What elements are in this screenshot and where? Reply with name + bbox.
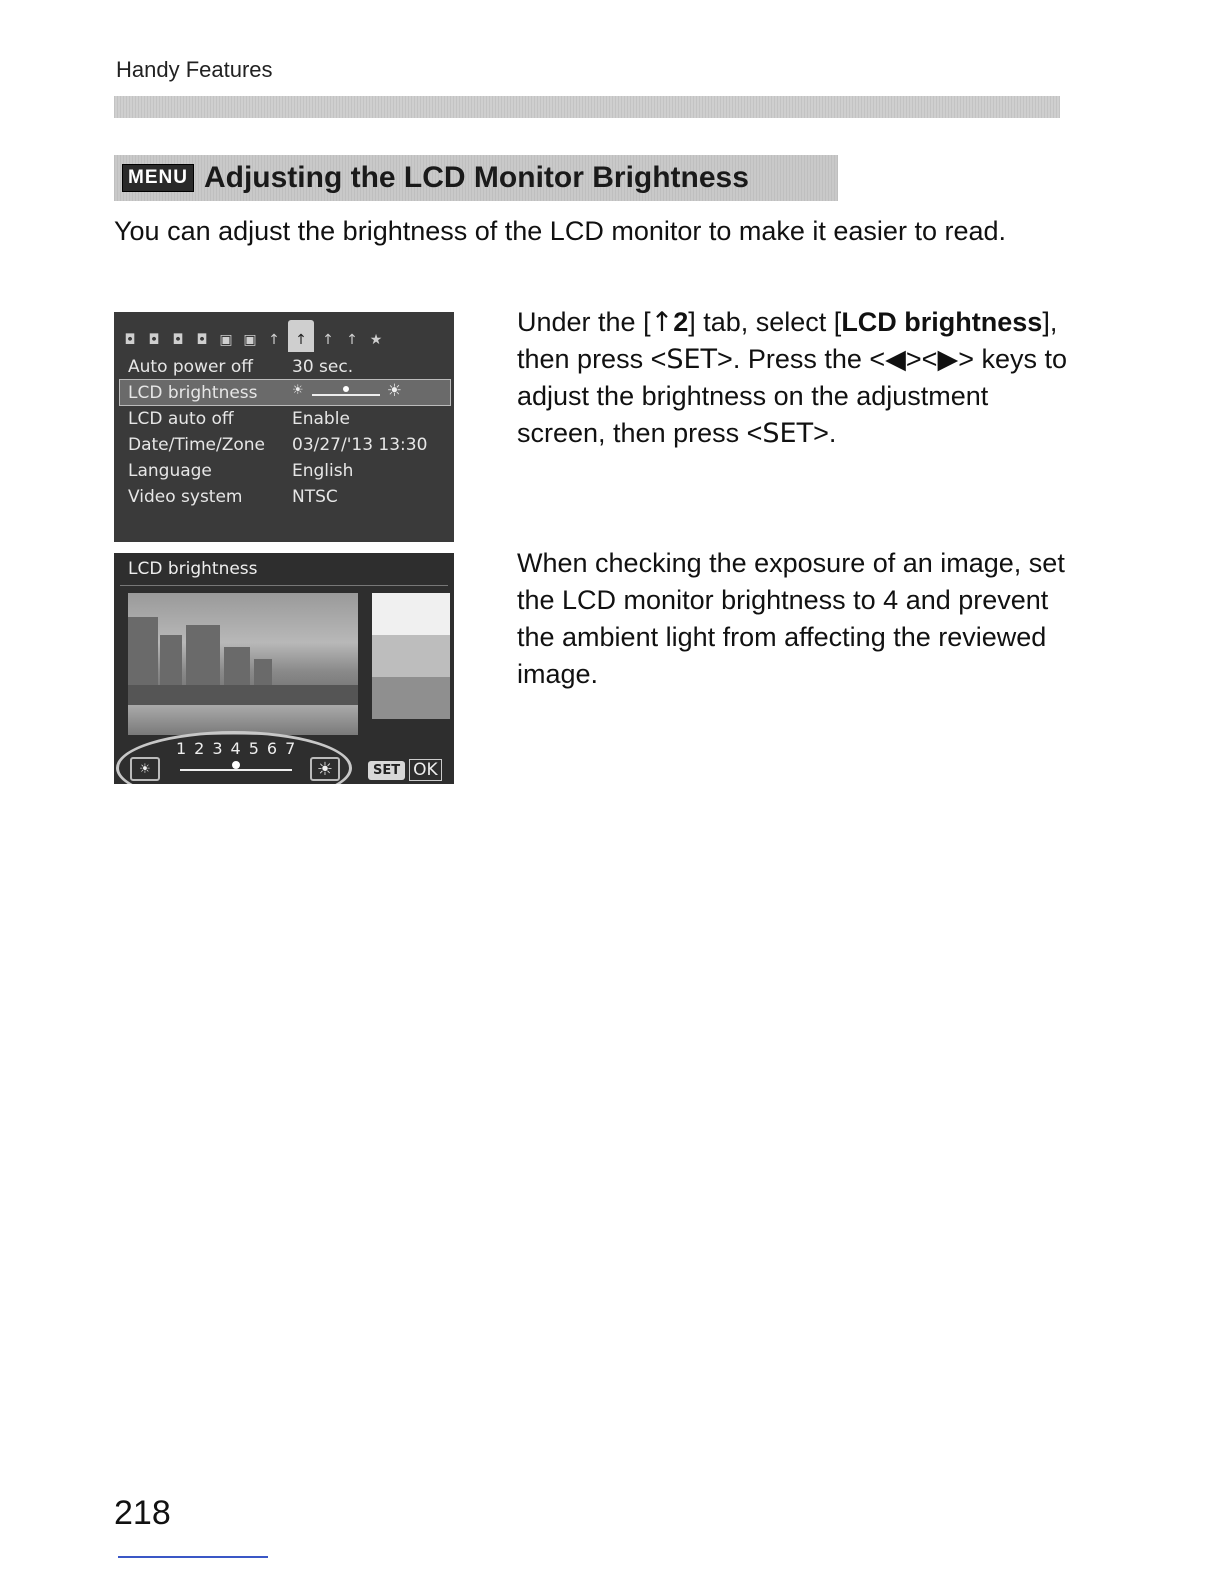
menu-row-value: 03/27/'13 13:30: [292, 434, 428, 455]
brightness-marker: [232, 761, 240, 769]
menu-tab: ↑: [322, 332, 334, 348]
sun-small-icon: ☀: [130, 757, 160, 781]
menu-tab-active: ↑: [288, 320, 314, 352]
menu-tab-bar: [114, 312, 454, 352]
menu-tab: ◘: [196, 332, 208, 348]
adjust-screen-title: LCD brightness: [128, 559, 258, 579]
menu-row-label: Video system: [128, 486, 243, 507]
menu-tab: ◘: [172, 332, 184, 348]
sun-small-icon: ☀: [292, 382, 304, 398]
intro-paragraph: You can adjust the brightness of the LCD monitor to make it easier to read.: [114, 216, 1007, 246]
menu-row-lcd-auto-off: [120, 406, 450, 431]
menu-row-value: NTSC: [292, 486, 338, 507]
menu-row-label: LCD brightness: [128, 382, 258, 403]
tool-tab-icon: ↑: [650, 307, 674, 338]
menu-row-value: Enable: [292, 408, 350, 429]
menu-row-video-system: [120, 484, 450, 509]
menu-row-value: 30 sec.: [292, 356, 354, 377]
menu-screen: [114, 312, 454, 542]
menu-row-label: LCD auto off: [128, 408, 234, 429]
brightness-scale-numbers: 1234567: [176, 739, 304, 758]
right-arrow-icon: ▶: [937, 344, 959, 375]
section-title: [114, 155, 838, 201]
menu-tab: ↑: [346, 332, 358, 348]
mini-brightness-marker: [343, 386, 349, 392]
lcd-brightness-term: LCD brightness: [841, 307, 1043, 337]
menu-row-value: [292, 380, 402, 403]
menu-row-language: [120, 458, 450, 483]
menu-tab: ↑: [268, 332, 280, 348]
menu-row-date-time-zone: [120, 432, 450, 457]
set-label: SET: [368, 761, 405, 780]
section-label: Handy Features: [116, 57, 273, 82]
menu-tab: ▣: [219, 332, 233, 348]
set-ok-indicator: [368, 759, 442, 781]
menu-row-lcd-brightness: [120, 380, 450, 405]
sun-large-icon: ☀: [386, 380, 402, 401]
mini-brightness-scale: [292, 380, 402, 401]
menu-row-auto-power-off: [120, 354, 450, 379]
sun-large-icon: ☀: [310, 757, 340, 781]
page-number-underline: [118, 1556, 268, 1558]
menu-tab: ★: [369, 332, 383, 348]
header-rule: [114, 96, 1060, 118]
page-number: 218: [114, 1494, 171, 1532]
step-2-text: When checking the exposure of an image, set the LCD monitor brightness to 4 and prevent the ambient light from affecting the reviewed image.: [517, 548, 1065, 689]
gray-scale-chart: [372, 593, 450, 719]
step-1-text: Under the [↑2] tab, select [LCD brightness], then press <SET>. Press the <◀><▶> keys to adjust the brightness on the adjustment screen, then press <SET>.: [517, 307, 1068, 449]
brightness-scale: [180, 769, 292, 771]
menu-row-value: English: [292, 460, 354, 481]
menu-row-label: Date/Time/Zone: [128, 434, 265, 455]
menu-row-label: Auto power off: [128, 356, 253, 377]
page-title: Adjusting the LCD Monitor Brightness: [203, 161, 749, 194]
ok-label: OK: [409, 759, 442, 781]
menu-tab: ▣: [243, 332, 257, 348]
menu-tab: ◘: [148, 332, 160, 348]
left-arrow-icon: ◀: [885, 344, 906, 375]
sample-photo: [128, 593, 358, 735]
brightness-adjust-screen: [114, 553, 454, 784]
menu-badge: MENU: [122, 164, 194, 192]
menu-tab: ◘: [124, 332, 136, 348]
menu-row-label: Language: [128, 460, 212, 481]
